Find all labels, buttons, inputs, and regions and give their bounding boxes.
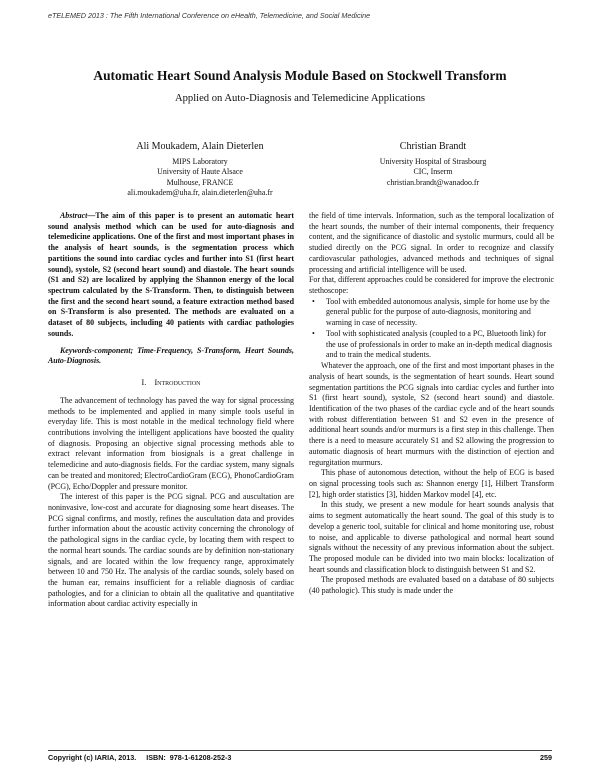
- page-number: 259: [540, 753, 552, 762]
- author-email: christian.brandt@wanadoo.fr: [386, 177, 480, 187]
- author-name: Ali Moukadem, Alain Dieterlen: [136, 141, 264, 152]
- abstract-text: —The aim of this paper is to present an automatic heart sound analysis method which can be used for auto-diagnosis and telemedicine applications. One of the first and most important phases in the analysis of heart sounds, is the segmentation process which partitions the sound into cardiac cycles and further into S1 (first heart sound), systole, S2 (second heart sound) and diastole. The heart sounds (S1 and S2) are localized by applying the Shannon energy of the local spectrum calculated by the S-Transform. Then, to distinguish between the first and the second heart sound, a feature extraction method based on S-Transform is also presented. The methods are evaluated on a dataset of 80 subjects, including 40 patients with cardiac pathologies sounds.: [48, 211, 294, 338]
- paper-subtitle: Applied on Auto-Diagnosis and Telemedicine Applications: [174, 93, 426, 104]
- paragraph: The interest of this paper is the PCG signal. PCG and auscultation are noninvasive, low-cost and accurate for diagnosing some heart diseases. The PCG signal confirms, and mostly, refines the auscultation data and provides further information about the acoustic activity concerning the chronology of the pathological signs in the cardiac cycle, by locating them with respect to the normal heart sounds. The cardiac sounds are by definition non-stationary signals, and are located within the low frequency range, approximately between 10 and 750 Hz. The analysis of the cardiac sounds, solely based on the human ear, remains insufficient for a reliable diagnosis of cardiac pathologies, and for a clinician to obtain all the qualitative and quantitative information about cardiac activity especially in: [48, 492, 294, 609]
- footer-divider: [48, 750, 552, 751]
- bullet-item: [309, 329, 554, 361]
- author-affiliation: University of Haute Alsace: [157, 167, 243, 176]
- author-block-2: [338, 142, 528, 188]
- footer-copyright: Copyright (c) IARIA, 2013. ISBN: 978-1-61208-252-3: [48, 753, 232, 762]
- bullet-text: Tool with embedded autonomous analysis, simple for home use by the general public for the purpose of auto-diagnosis, monitoring and warning in case of necessity.: [326, 296, 550, 328]
- bullet-text: Tool with sophisticated analysis (coupled to a PC, Bluetooth link) for the use of professionals in order to make an in-depth medical diagnosis and to train the medical students.: [326, 328, 552, 360]
- bullet-list: [309, 297, 554, 361]
- author-name: Christian Brandt: [399, 141, 467, 152]
- bullet-item: [309, 297, 554, 329]
- author-email: ali.moukadem@uha.fr, alain.dieterlen@uha.fr: [127, 188, 273, 197]
- author-affiliation: University Hospital of Strasbourg: [379, 156, 487, 166]
- keywords: Keywords-component; Time-Frequency, S-Transform, Heart Sounds, Auto-Diagnosis.: [48, 345, 294, 366]
- author-affiliation: Mulhouse, FRANCE: [166, 177, 234, 187]
- conference-header: eTELEMED 2013 : The Fifth International Conference on eHealth, Telemedicine, and Social Medicine: [48, 11, 371, 20]
- paragraph: For that, different approaches could be considered for improve the electronic stethoscope:: [309, 275, 554, 296]
- paragraph: the field of time intervals. Information, such as the temporal localization of the heart sounds, the number of their internal components, their frequency content, and the significance of diastolic and systolic murmurs, could all be studied directly on the PCG signal. In order to recognize and classify cardiovascular pathologies, advanced methods and techniques of signal processing and artificial intelligence will be used.: [309, 211, 554, 274]
- right-column: [309, 211, 554, 597]
- bullet-icon: •: [312, 328, 315, 338]
- bullet-icon: •: [312, 296, 315, 306]
- left-column: [48, 211, 294, 610]
- section-title: Introduction: [154, 378, 201, 388]
- section-number: I.: [141, 378, 147, 388]
- paper-title: Automatic Heart Sound Analysis Module Based on Stockwell Transform: [93, 68, 507, 83]
- abstract-label: Abstract: [60, 211, 88, 220]
- author-affiliation: CIC, Inserm: [413, 167, 453, 176]
- abstract: [48, 211, 294, 340]
- paragraph: In this study, we present a new module for heart sounds analysis that aims to segment automatically the heart sound. The goal of this study is to develop a generic tool, suitable for clinical and home monitoring use, robust to noise, and applicable to diverse pathological and normal heart sound signals without the necessity of any previous information about the subject. The proposed module can be divided into two main blocks: localization of heart sounds and classification block to distinguish between S1 and S2.: [309, 500, 554, 574]
- author-block-1: [75, 142, 325, 199]
- section-heading-introduction: [48, 378, 294, 389]
- author-affiliation: MIPS Laboratory: [172, 156, 228, 166]
- paragraph: Whatever the approach, one of the first and most important phases in the analysis of heart sounds, is the segmentation of heart sounds. Heart sound segmentation partitions the PCG signals into cardiac cycles and further into S1 (first heart sound), systole, S2 (second heart sound) and diastole. Identification of the two phases of the cardiac cycle and of the heart sounds with robust differentiation between S1 and S2 even in the presence of additional heart sounds and/or murmurs is a first step in this challenge. Then there is a need to measure accurately S1 and S2 allowing the progression to automatic diagnosis of heart murmurs with the distinction of ejection and regurgitation murmurs.: [309, 361, 554, 467]
- paragraph: This phase of autonomous detection, without the help of ECG is based on signal processing tools such as: Shannon energy [1], Hilbert Transform [2], high order statistics [3], hidden Markov model [4], etc.: [309, 468, 554, 499]
- paragraph: The advancement of technology has paved the way for signal processing methods to be implemented and applied in many simple tools useful in everyday life. This is most notable in the medical technology field where contributions involving the intelligent applications have boosted the quality of diagnosis. Proposing an objective signal processing methods able to extract relevant information from biosignals is a great challenge in telemedicine and auto-diagnosis fields. For the cardiac system, many signals can be treated and monitored; ElectroCardioGram (ECG), PhonoCardioGram (PCG), Echo/Doppler and pressure monitor.: [48, 395, 294, 491]
- paragraph: The proposed methods are evaluated based on a database of 80 subjects (40 pathologic). This study is made under the: [309, 575, 554, 596]
